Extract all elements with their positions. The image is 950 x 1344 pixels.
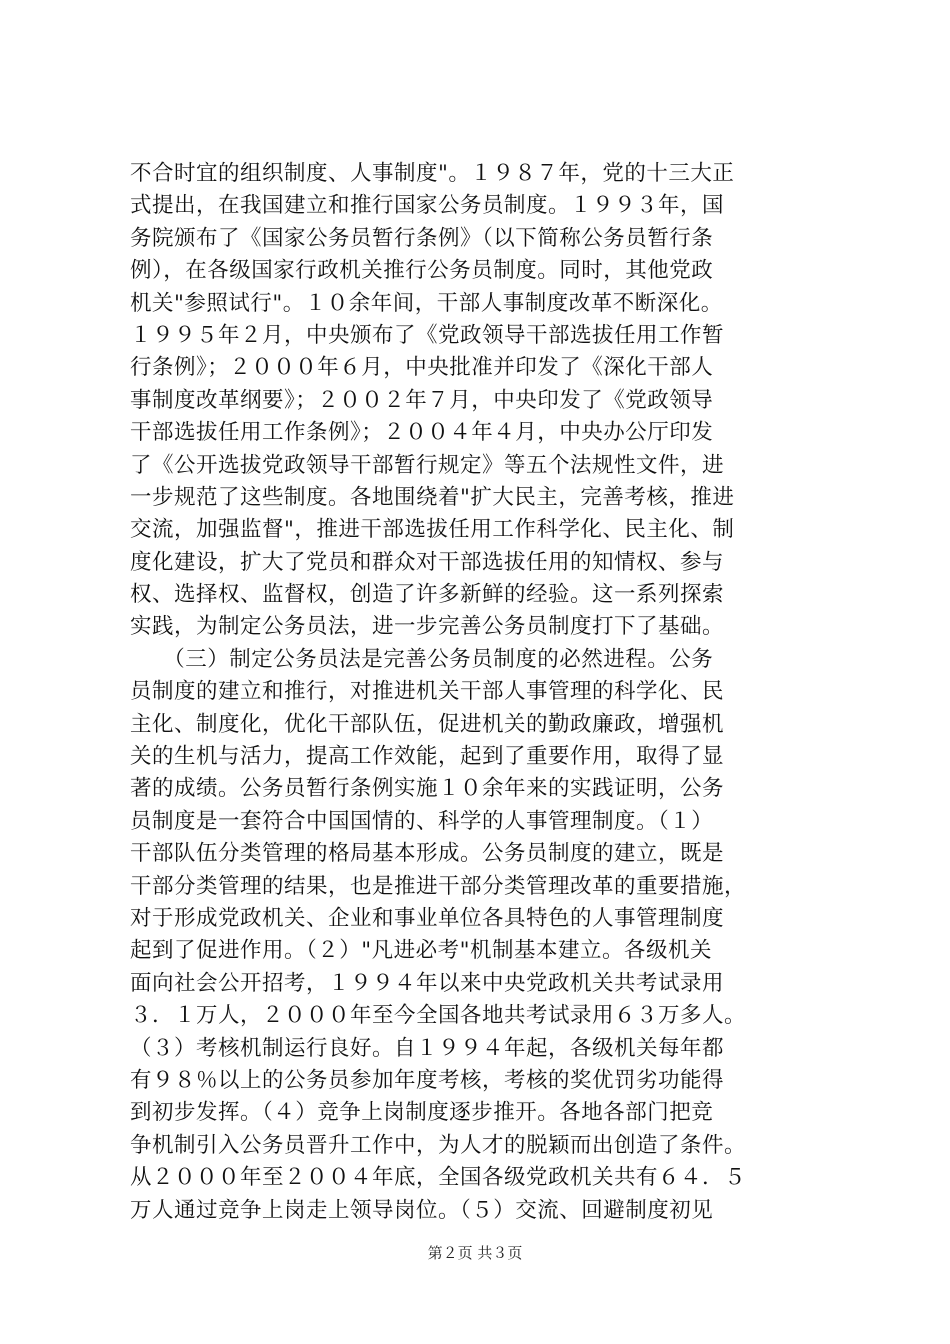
text-line: 干部分类管理的结果，也是推进干部分类管理改革的重要措施， xyxy=(130,873,747,899)
text-line: 干部选拔任用工作条例》；２００４年４月，中央办公厅印发 xyxy=(130,420,714,446)
text-line: 万人通过竞争上岗走上领导岗位。（５）交流、回避制度初见 xyxy=(130,1197,714,1223)
text-line: 关的生机与活力，提高工作效能，起到了重要作用，取得了显 xyxy=(130,744,725,770)
text-line: 员制度的建立和推行，对推进机关干部人事管理的科学化、民 xyxy=(130,679,725,705)
text-line: 主化、制度化，优化干部队伍，促进机关的勤政廉政，增强机 xyxy=(130,711,725,737)
text-line: （三）制定公务员法是完善公务员制度的必然进程。公务 xyxy=(130,646,714,672)
text-line: 式提出，在我国建立和推行国家公务员制度。１９９３年，国 xyxy=(130,193,725,219)
text-line: 员制度是一套符合中国国情的、科学的人事管理制度。（１） xyxy=(130,808,714,834)
page-footer: 第２页 共３页 xyxy=(427,1244,523,1262)
text-line: 一步规范了这些制度。各地围绕着"扩大民主，完善考核，推进 xyxy=(130,484,735,510)
text-line: ３．１万人，２０００年至今全国各地共考试录用６３万多人。 xyxy=(130,1003,747,1029)
text-line: 争机制引入公务员晋升工作中，为人才的脱颖而出创造了条件。 xyxy=(130,1132,747,1158)
text-line: 实践，为制定公务员法，进一步完善公务员制度打下了基础。 xyxy=(130,614,725,640)
text-line: 务院颁布了《国家公务员暂行条例》（以下简称公务员暂行条 xyxy=(130,225,714,251)
text-line: 面向社会公开招考，１９９４年以来中央党政机关共考试录用 xyxy=(130,970,725,996)
text-line: （３）考核机制运行良好。自１９９４年起，各级机关每年都 xyxy=(130,1035,725,1061)
body-text xyxy=(130,158,830,1227)
text-line: 机关"参照试行"。１０余年间，干部人事制度改革不断深化。 xyxy=(130,290,723,316)
text-line: 著的成绩。公务员暂行条例实施１０余年来的实践证明，公务 xyxy=(130,776,725,802)
text-line: 起到了促进作用。（２）"凡进必考"机制基本建立。各级机关 xyxy=(130,938,713,964)
text-line: 从２０００年至２００４年底，全国各级党政机关共有６４．５ xyxy=(130,1165,747,1191)
text-line: 事制度改革纲要》；２００２年７月，中央印发了《党政领导 xyxy=(130,387,714,413)
text-line: １９９５年２月，中央颁布了《党政领导干部选拔任用工作暂 xyxy=(130,322,725,348)
text-line: 权、选择权、监督权，创造了许多新鲜的经验。这一系列探索 xyxy=(130,582,725,608)
text-line: 有９８％以上的公务员参加年度考核，考核的奖优罚劣功能得 xyxy=(130,1067,725,1093)
text-line: 交流，加强监督"，推进干部选拔任用工作科学化、民主化、制 xyxy=(130,517,735,543)
text-line: 了《公开选拔党政领导干部暂行规定》等五个法规性文件，进 xyxy=(130,452,725,478)
text-line: 不合时宜的组织制度、人事制度"。１９８７年，党的十三大正 xyxy=(130,161,735,186)
text-line: 行条例》；２０００年６月，中央批准并印发了《深化干部人 xyxy=(130,355,714,381)
text-line: 例），在各级国家行政机关推行公务员制度。同时，其他党政 xyxy=(130,258,714,284)
text-line: 到初步发挥。（４）竞争上岗制度逐步推开。各地各部门把竞 xyxy=(130,1100,714,1126)
text-line: 度化建设，扩大了党员和群众对干部选拔任用的知情权、参与 xyxy=(130,549,725,575)
text-line: 对于形成党政机关、企业和事业单位各具特色的人事管理制度 xyxy=(130,905,725,931)
text-line: 干部队伍分类管理的格局基本形成。公务员制度的建立，既是 xyxy=(130,841,725,867)
